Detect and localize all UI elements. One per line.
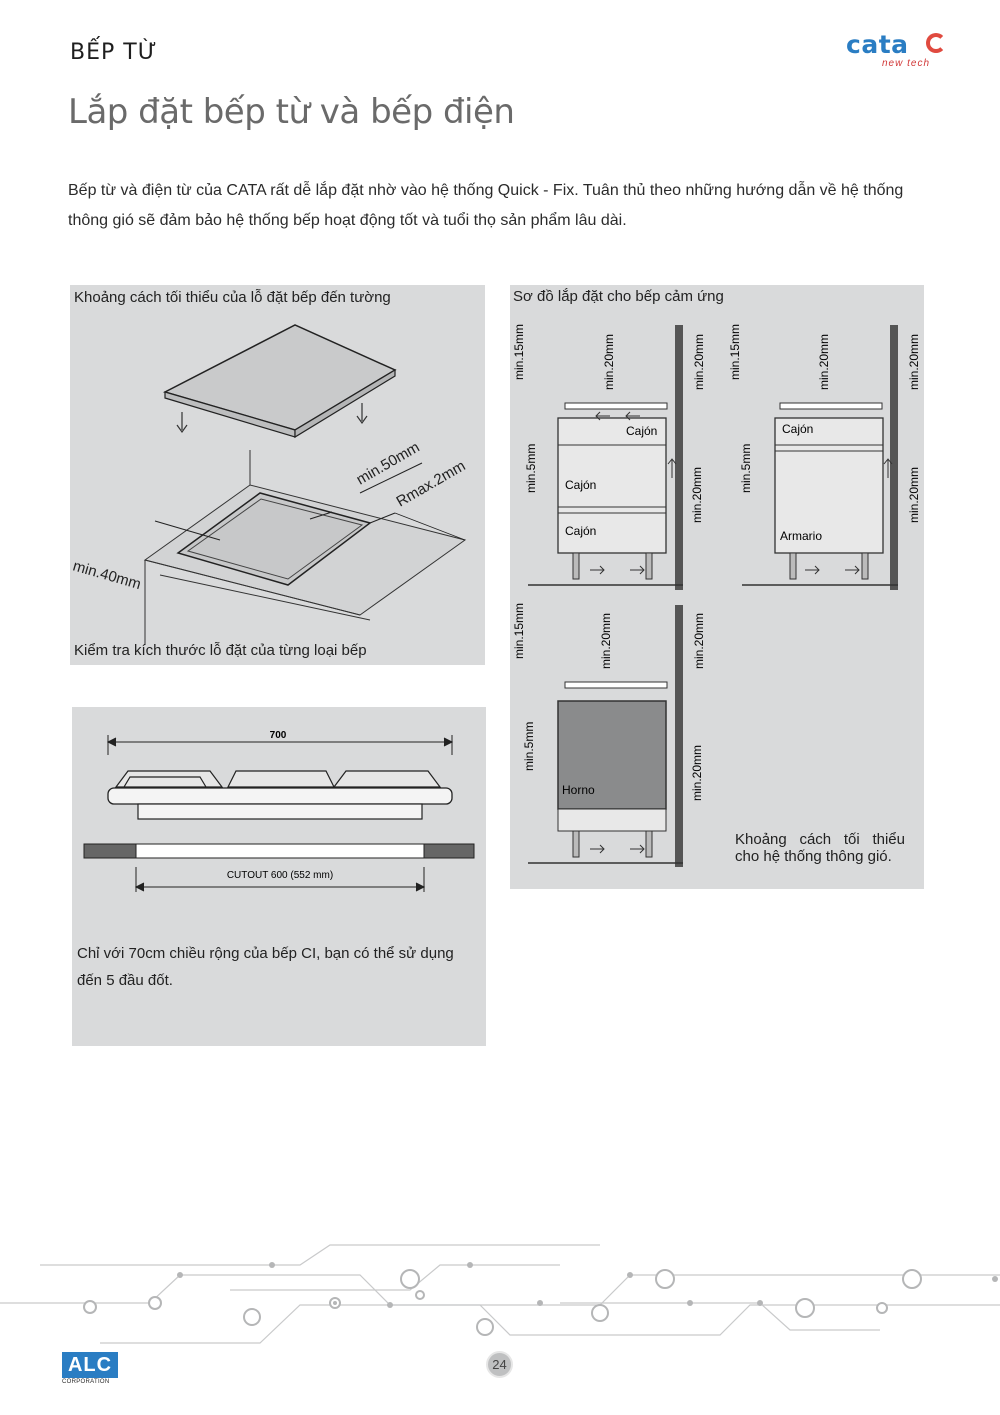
- label-horno: Horno: [562, 783, 595, 797]
- dim-min50: min.50mm: [353, 438, 423, 489]
- page-number: 24: [486, 1351, 513, 1378]
- section-label: BẾP TỪ: [70, 40, 158, 65]
- width-diagram: [72, 707, 486, 927]
- company-sub: CORPORATION: [62, 1379, 110, 1385]
- dim-rmax: Rmax.2mm: [393, 457, 469, 511]
- logo-ring-icon: [926, 33, 946, 53]
- logo-tagline: new tech: [882, 58, 931, 69]
- width-label: 700: [269, 730, 287, 741]
- cutout-diagram: [70, 285, 485, 665]
- label-min20-b2: min.20mm: [907, 333, 921, 390]
- panel-cutout-clearance: [70, 285, 485, 665]
- label-min20-c3: min.20mm: [690, 744, 704, 801]
- diagram-drawers: [512, 324, 706, 590]
- page-title: Lắp đặt bếp từ và bếp điện: [68, 92, 515, 132]
- label-min20-c1: min.20mm: [599, 612, 613, 669]
- label-min15-b: min.15mm: [728, 323, 742, 380]
- panel1-top-caption: Khoảng cách tối thiểu của lỗ đặt bếp đến tường: [74, 289, 391, 306]
- label-cajon-a1: Cajón: [626, 424, 658, 438]
- label-cajon-b: Cajón: [782, 422, 814, 436]
- logo-word: cata: [846, 30, 909, 59]
- company-name: ALC: [62, 1352, 118, 1378]
- label-min20-b1: min.20mm: [817, 333, 831, 390]
- diagram-cabinet: [728, 324, 921, 590]
- label-min20-c2: min.20mm: [692, 612, 706, 669]
- label-cajon-a2: Cajón: [565, 478, 597, 492]
- label-min5-c: min.5mm: [522, 721, 536, 771]
- label-armario: Armario: [780, 529, 823, 543]
- label-min20-a2: min.20mm: [692, 333, 706, 390]
- label-min20-b3: min.20mm: [907, 466, 921, 523]
- panel1-bottom-caption: Kiểm tra kích thước lỗ đặt của từng loại bếp: [74, 642, 367, 659]
- label-min5-a: min.5mm: [524, 443, 538, 493]
- panel2-note: Khoảng cách tối thiểu cho hệ thống thông gió.: [735, 831, 905, 865]
- cutout-label: CUTOUT 600 (552 mm): [226, 870, 334, 881]
- label-cajon-a3: Cajón: [565, 524, 597, 538]
- diagram-oven: [512, 603, 706, 867]
- panel-installation-schemes: [510, 285, 924, 889]
- label-min15-c: min.15mm: [512, 602, 526, 659]
- label-min5-b: min.5mm: [739, 443, 753, 493]
- brand-logo: [842, 30, 952, 70]
- intro-paragraph: Bếp từ và điện từ của CATA rất dễ lắp đặt nhờ vào hệ thống Quick - Fix. Tuân thủ theo những hướng dẫn về hệ thống thông gió sẽ đảm bảo hệ thống bếp hoạt động tốt và tuổi thọ sản phẩm lâu dài.: [68, 182, 904, 229]
- panel-width-cutout: [72, 707, 486, 1046]
- panel3-caption: Chỉ với 70cm chiều rộng của bếp CI, bạn có thể sử dụng đến 5 đầu đốt.: [77, 945, 454, 989]
- circuit-decoration: [0, 1235, 1000, 1350]
- ventilation-diagrams: [510, 285, 924, 889]
- panel2-caption: Sơ đồ lắp đặt cho bếp cảm ứng: [513, 288, 724, 305]
- label-min15-a: min.15mm: [512, 323, 526, 380]
- label-min20-a1: min.20mm: [602, 333, 616, 390]
- dim-min40: min.40mm: [70, 557, 143, 594]
- label-min20-a3: min.20mm: [690, 466, 704, 523]
- footer-company-logo: [62, 1352, 118, 1386]
